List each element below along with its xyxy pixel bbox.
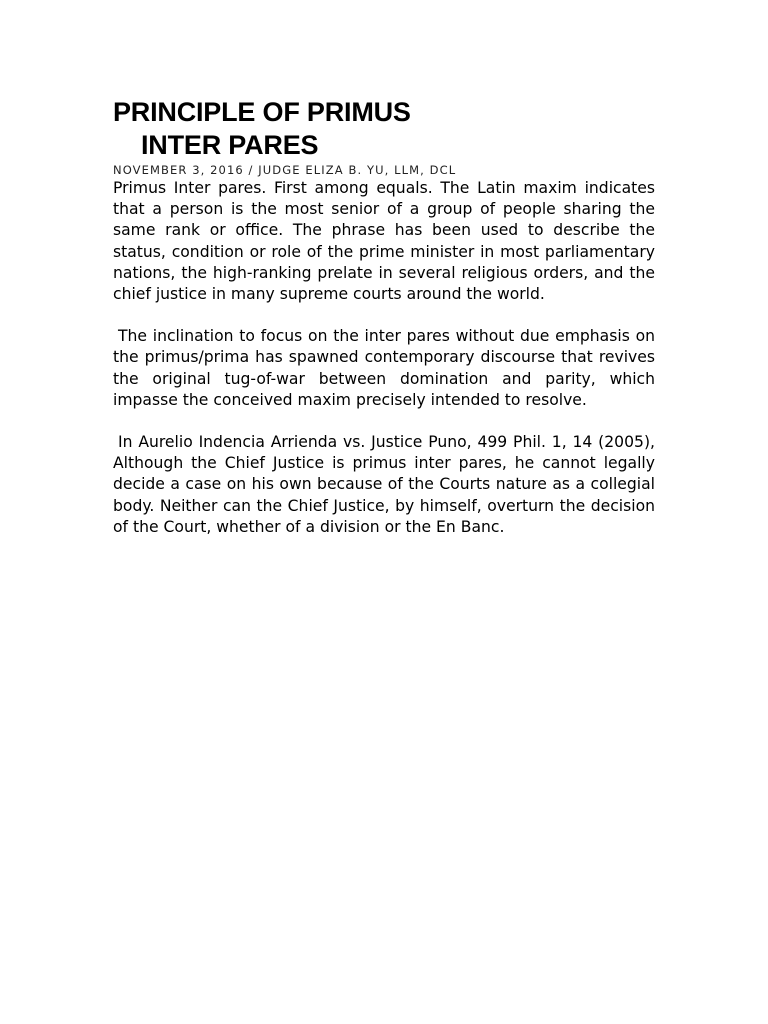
article-title bbox=[113, 96, 655, 162]
paragraph-1: Primus Inter pares. First among equals. The Latin maxim indicates that a person is the most senior of a group of people sharing the same rank or office. The phrase has been used to describe the status, condition or role of the prime minister in most parliamentary nations, the high-ranking prelate in several religious orders, and the chief justice in many supreme courts around the world. bbox=[113, 179, 655, 304]
article-title-line-2: INTER PARES bbox=[141, 130, 319, 160]
article-meta: NOVEMBER 3, 2016 / JUDGE ELIZA B. YU, LLM, DCL bbox=[113, 163, 457, 177]
paragraph-3: In Aurelio Indencia Arrienda vs. Justice Puno, 499 Phil. 1, 14 (2005), Although the Chief Justice is primus inter pares, he cannot legally decide a case on his own because of the Courts nature as a collegial body. Neither can the Chief Justice, by himself, overturn the decision of the Court, whether of a division or the En Banc. bbox=[113, 433, 655, 536]
paragraph-2: The inclination to focus on the inter pares without due emphasis on the primus/prima has spawned contemporary discourse that revives the original tug-of-war between domination and parity, which impasse the conceived maxim precisely intended to resolve. bbox=[113, 327, 655, 409]
document-page bbox=[113, 96, 655, 538]
article-title-line-1: PRINCIPLE OF PRIMUS bbox=[113, 97, 411, 127]
